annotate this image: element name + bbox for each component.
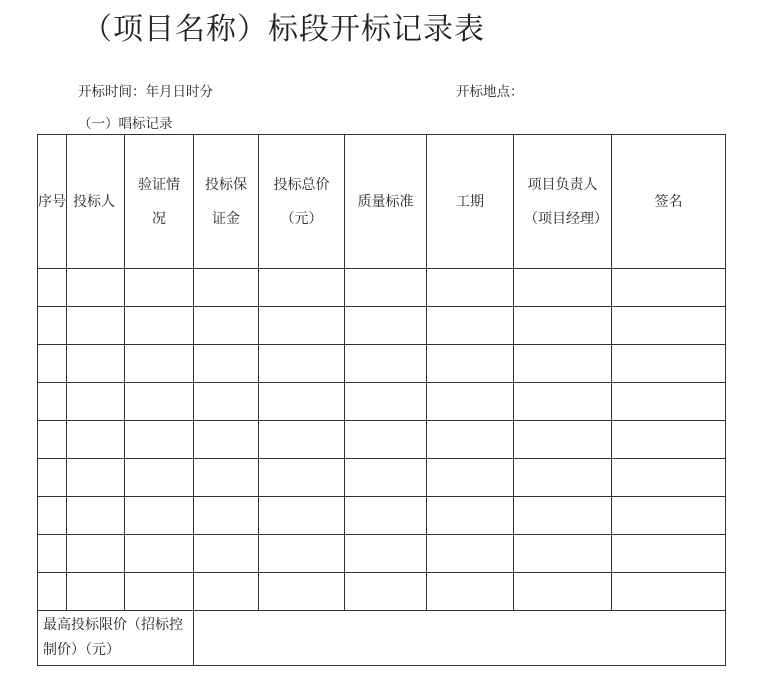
page-title: （项目名称）标段开标记录表 [82, 12, 485, 47]
open-time-label: 开标时间：年月日时分 [78, 84, 213, 100]
table-row [38, 497, 726, 535]
header-sign: 签名 [612, 135, 726, 269]
header-period: 工期 [427, 135, 514, 269]
bid-opening-table [37, 134, 726, 666]
header-manager: 项目负责人（项目经理） [514, 135, 612, 269]
open-place-label: 开标地点： [456, 84, 524, 100]
header-bond: 投标保证金 [194, 135, 259, 269]
table-row [38, 573, 726, 611]
table-row [38, 345, 726, 383]
max-bid-limit-label: 最高投标限价（招标控制价）（元） [38, 611, 194, 666]
footer-row [38, 611, 726, 666]
table-row [38, 307, 726, 345]
table-row [38, 421, 726, 459]
max-bid-limit-value [194, 611, 726, 666]
section-heading: （一）唱标记录 [78, 116, 173, 132]
table-row [38, 459, 726, 497]
header-seq: 序号 [38, 135, 67, 269]
table-row [38, 269, 726, 307]
table-row [38, 535, 726, 573]
header-verify: 验证情况 [125, 135, 194, 269]
header-total-price: 投标总价（元） [259, 135, 345, 269]
header-bidder: 投标人 [67, 135, 125, 269]
header-row [38, 135, 726, 269]
header-quality: 质量标准 [345, 135, 427, 269]
table-row [38, 383, 726, 421]
